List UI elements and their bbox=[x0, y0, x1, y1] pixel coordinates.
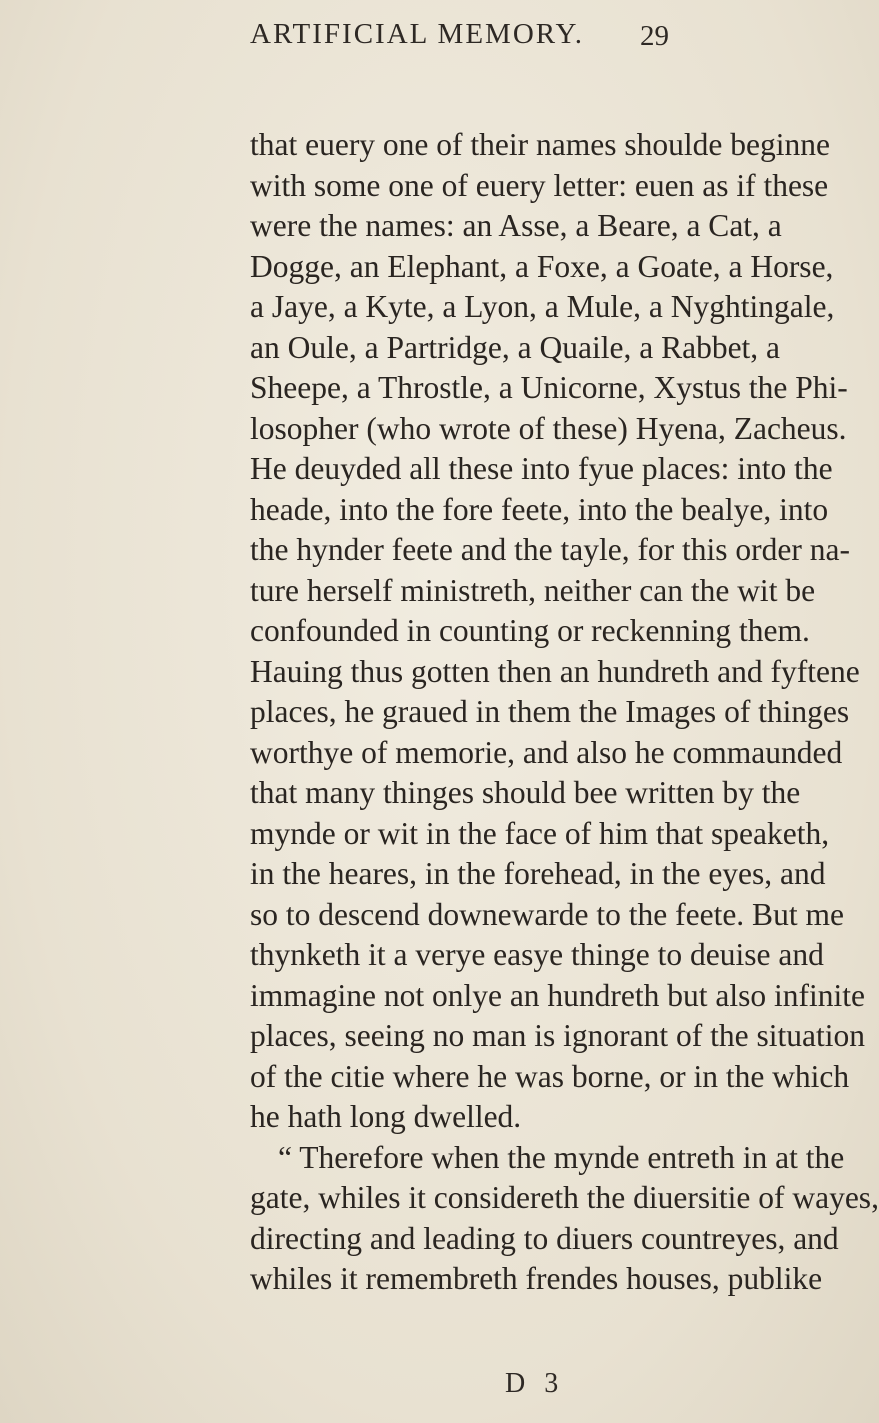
text-line: thynketh it a verye easye thinge to deuise and bbox=[250, 937, 824, 972]
text-line: confounded in counting or reckenning them. bbox=[250, 613, 810, 648]
text-line: mynde or wit in the face of him that speaketh, bbox=[250, 815, 830, 851]
text-line: ture herself ministreth, neither can the wit be bbox=[250, 572, 816, 608]
page-number: 29 bbox=[640, 20, 669, 52]
text-line: Dogge, an Elephant, a Foxe, a Goate, a Horse, bbox=[250, 248, 834, 284]
text-line: that many thinges should bee written by the bbox=[250, 775, 801, 810]
text-line: a Jaye, a Kyte, a Lyon, a Mule, a Nyghtingale, bbox=[250, 289, 835, 324]
body-text bbox=[250, 125, 879, 1300]
text-line: so to descend downewarde to the feete. But me bbox=[250, 896, 844, 932]
text-line: that euery one of their names shoulde beginne bbox=[250, 127, 830, 162]
text-line: heade, into the fore feete, into the bealye, into bbox=[250, 491, 829, 527]
text-line: gate, whiles it considereth the diuersitie of wayes, bbox=[250, 1180, 879, 1215]
text-line: “ Therefore when the mynde entreth in at the bbox=[278, 1139, 845, 1175]
text-line: with some one of euery letter: euen as if these bbox=[250, 167, 829, 203]
text-line: whiles it remembreth frendes houses, publike bbox=[250, 1261, 823, 1296]
text-line: an Oule, a Partridge, a Quaile, a Rabbet, a bbox=[250, 329, 781, 365]
text-line: He deuyded all these into fyue places: into the bbox=[250, 451, 833, 486]
running-title: ARTIFICIAL MEMORY. bbox=[250, 18, 584, 50]
text-line: places, seeing no man is ignorant of the situation bbox=[250, 1018, 865, 1053]
text-line: losopher (who wrote of these) Hyena, Zacheus. bbox=[250, 410, 847, 446]
text-line: the hynder feete and the tayle, for this order na- bbox=[250, 532, 850, 567]
text-line: in the heares, in the forehead, in the eyes, and bbox=[250, 856, 826, 891]
text-line: Hauing thus gotten then an hundreth and fyftene bbox=[250, 653, 860, 689]
text-line: were the names: an Asse, a Beare, a Cat, a bbox=[250, 208, 782, 243]
signature-mark: D 3 bbox=[505, 1368, 565, 1399]
text-line: worthye of memorie, and also he commaunded bbox=[250, 734, 843, 770]
running-head bbox=[0, 8, 800, 56]
text-line: directing and leading to diuers countreyes, and bbox=[250, 1220, 839, 1256]
text-line: he hath long dwelled. bbox=[250, 1099, 522, 1134]
text-line: of the citie where he was borne, or in the which bbox=[250, 1058, 850, 1094]
text-line: places, he graued in them the Images of thinges bbox=[250, 694, 850, 729]
text-line: immagine not onlye an hundreth but also infinite bbox=[250, 977, 866, 1013]
text-line: Sheepe, a Throstle, a Unicorne, Xystus the Phi- bbox=[250, 370, 848, 405]
